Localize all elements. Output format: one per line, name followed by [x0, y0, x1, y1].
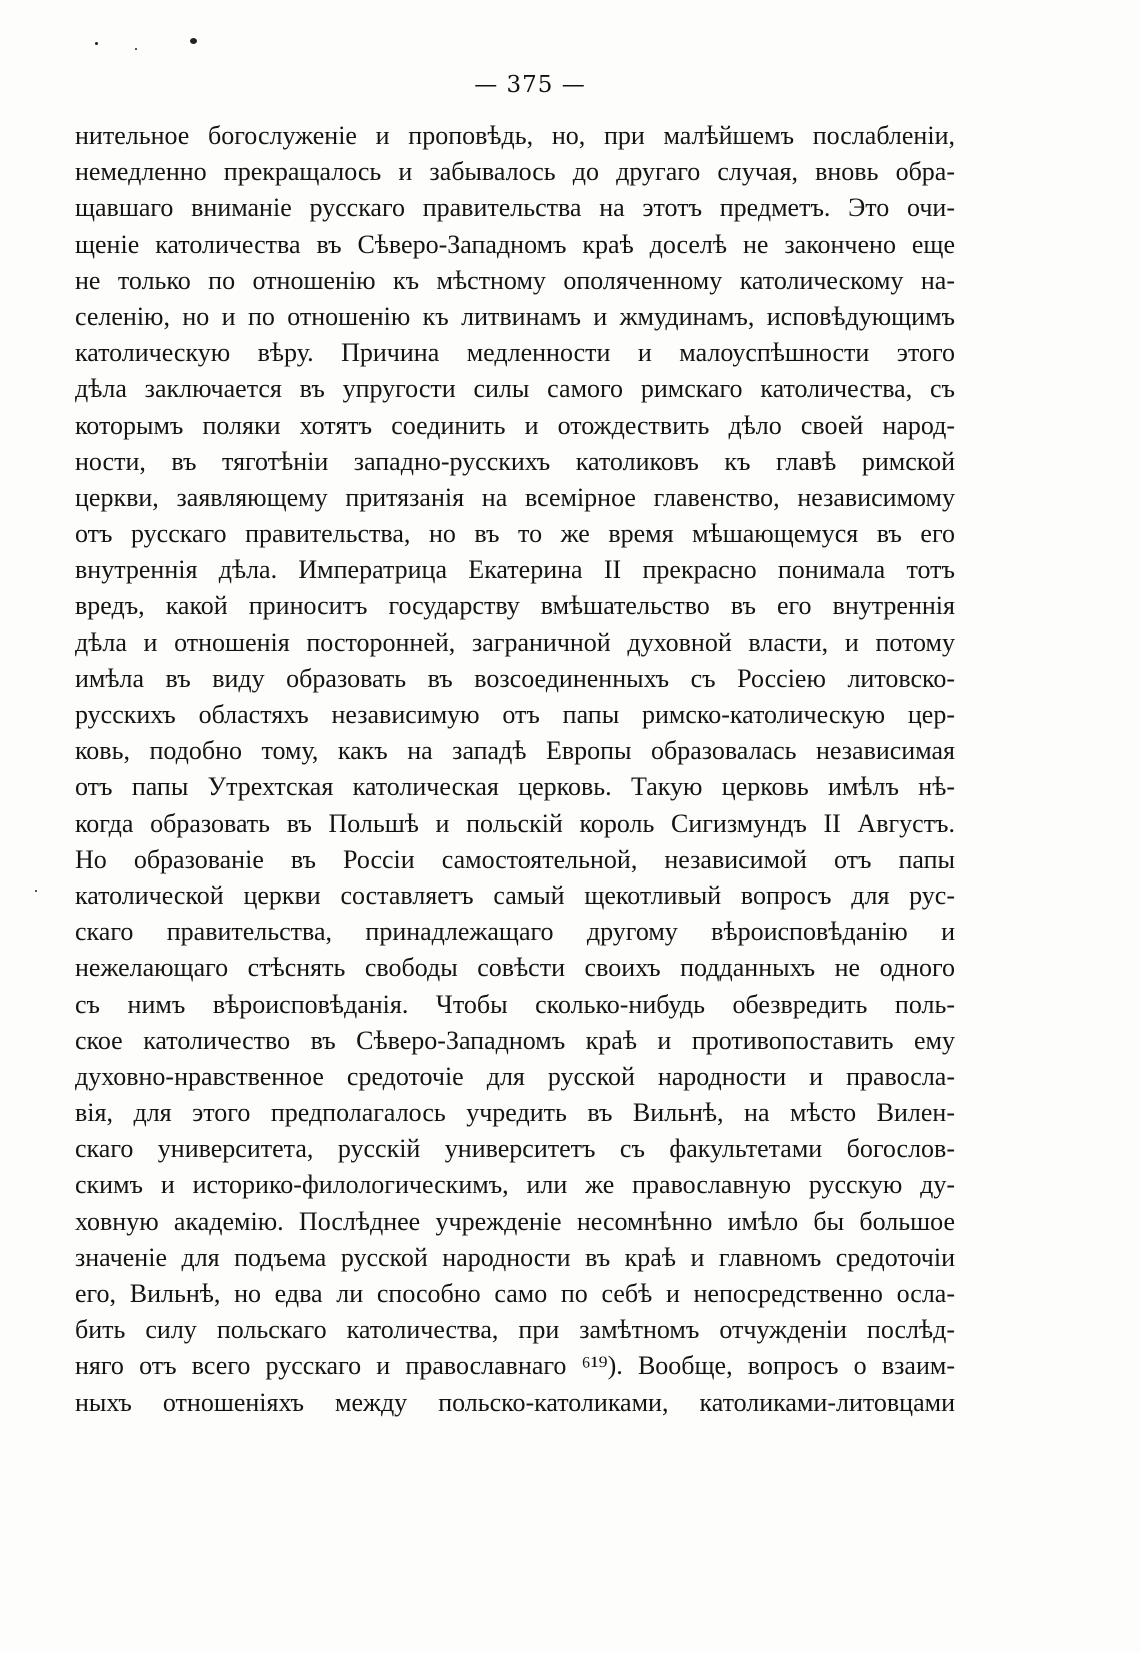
text-line: нежелающаго стѣснять свободы совѣсти своихъ подданныхъ не одного [75, 953, 955, 983]
text-line: вредъ, какой приноситъ государству вмѣшательство въ его внутреннія [75, 591, 955, 621]
text-line: скаго правительства, принадлежащаго другому вѣроисповѣданію и [75, 917, 955, 947]
text-line: которымъ поляки хотятъ соединить и отождествить дѣло своей народ- [75, 410, 955, 440]
text-line: съ нимъ вѣроисповѣданія. Чтобы сколько-нибудь обезвредить поль- [75, 989, 955, 1019]
body-text [75, 118, 955, 1421]
text-line: духовно-нравственное средоточіе для русской народности и правосла- [75, 1061, 955, 1091]
text-line: дѣла и отношенія посторонней, заграничной духовной власти, и потому [75, 627, 955, 657]
text-line: имѣла въ виду образовать въ возсоединенныхъ съ Россіею литовско- [75, 663, 955, 693]
text-line: щеніе католичества въ Сѣверо-Западномъ краѣ доселѣ не закончено еще [75, 229, 955, 259]
scan-speck [95, 42, 98, 45]
text-line: ковь, подобно тому, какъ на западѣ Европы образовалась независимая [75, 736, 955, 766]
text-line: дѣла заключается въ упругости силы самого римскаго католичества, съ [75, 374, 955, 404]
text-line: ховную академію. Послѣднее учрежденіе несомнѣнно имѣло бы большое [75, 1206, 955, 1236]
text-line: католическую вѣру. Причина медленности и малоуспѣшности этого [75, 338, 955, 368]
text-line: ныхъ отношеніяхъ между польско-католиками, католиками-литовцами [75, 1387, 955, 1417]
text-line: ское католичество въ Сѣверо-Западномъ краѣ и противопоставить ему [75, 1025, 955, 1055]
text-line: щавшаго вниманіе русскаго правительства на этотъ предметъ. Это очи- [75, 193, 955, 223]
text-line: отъ русскаго правительства, но въ то же время мѣшающемуся въ его [75, 519, 955, 549]
scan-speck [35, 890, 37, 892]
page-number: — 375 — [474, 72, 586, 98]
text-line: бить силу польскаго католичества, при замѣтномъ отчужденіи послѣд- [75, 1315, 955, 1345]
text-line: отъ папы Утрехтская католическая церковь. Такую церковь имѣлъ нѣ- [75, 772, 955, 802]
text-line: русскихъ областяхъ независимую отъ папы римско-католическую цер- [75, 700, 955, 729]
text-line: нительное богослуженіе и проповѣдь, но, при малѣйшемъ послабленіи, [75, 121, 955, 150]
text-line: няго отъ всего русскаго и православнаго ⁶¹⁹). Вообще, вопросъ о взаим- [75, 1351, 955, 1381]
text-line: церкви, заявляющему притязанія на всемірное главенство, независимому [75, 482, 955, 512]
text-line: значеніе для подъема русской народности въ краѣ и главномъ средоточіи [75, 1242, 955, 1272]
text-line: когда образовать въ Польшѣ и польскій король Сигизмундъ II Августъ. [75, 808, 955, 838]
text-line: скаго университета, русскій университетъ съ факультетами богослов- [75, 1134, 955, 1164]
text-line: не только по отношенію къ мѣстному ополяченному католическому на- [75, 265, 955, 295]
text-line: вія, для этого предполагалось учредить въ Вильнѣ, на мѣсто Вилен- [75, 1098, 955, 1128]
text-line: скимъ и историко-филологическимъ, или же православную русскую ду- [75, 1170, 955, 1200]
text-line: католической церкви составляетъ самый щекотливый вопросъ для рус- [75, 880, 955, 910]
text-line: немедленно прекращалось и забывалось до другаго случая, вновь обра- [75, 157, 955, 187]
text-line: Но образованіе въ Россіи самостоятельной, независимой отъ папы [75, 844, 955, 874]
text-line: его, Вильнѣ, но едва ли способно само по себѣ и непосредственно осла- [75, 1279, 955, 1308]
text-line: селенію, но и по отношенію къ литвинамъ и жмудинамъ, исповѣдующимъ [75, 301, 955, 331]
scan-speck [135, 48, 137, 50]
text-line: внутреннія дѣла. Императрица Екатерина II прекрасно понимала тотъ [75, 555, 955, 585]
scan-speck [190, 38, 197, 44]
text-line: ности, въ тяготѣніи западно-русскихъ католиковъ къ главѣ римской [75, 446, 955, 476]
